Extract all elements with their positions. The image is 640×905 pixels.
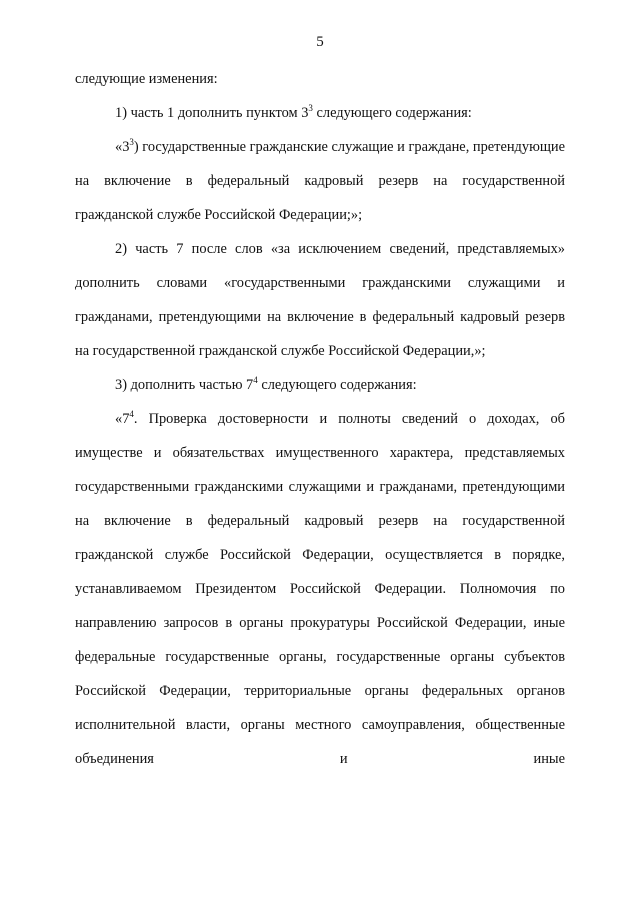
paragraph-text: следующего содержания: [257,377,417,393]
paragraph-amendment-1 [75,96,565,130]
document-body [75,62,565,776]
superscript: 4 [129,409,134,419]
paragraph-text: . Проверка достоверности и полноты сведений о доходах, об имуществе и обязательствах имущественного характера, представляемых государственными гражданскими служащими и гражданами, претендующими на включение в федеральный кадровый резерв на государственной гражданской службе Российской Федерации, осуществляется в порядке, устанавливаемом Президентом Российской Федерации. Полномочия по направлению запросов в органы прокуратуры Российской Федерации, иные федеральные государственные органы, государственные органы субъектов Российской Федерации, территориальные органы федеральных органов исполнительной власти, органы местного самоуправления, общественные объединения и иные [75,411,565,767]
paragraph-text: 3) дополнить частью 7 [115,377,254,393]
paragraph-text: «3 [115,139,130,155]
superscript: 4 [253,375,258,385]
superscript: 3 [129,137,134,147]
superscript: 3 [308,103,313,113]
page-number: 5 [316,34,324,50]
paragraph-amendment-3 [75,368,565,402]
paragraph-item-3-3 [75,130,565,232]
paragraph-amendment-2: 2) часть 7 после слов «за исключением сведений, представляемых» дополнить словами «государственными гражданскими служащими и гражданами, претендующими на включение в федеральный кадровый резерв на государственной гражданской службе Российской Федерации,»; [75,241,565,359]
paragraph-text: ) государственные гражданские служащие и граждане, претендующие на включение в федеральный кадровый резерв на государственной гражданской службе Российской Федерации;»; [75,139,565,223]
paragraph-text: 1) часть 1 дополнить пунктом 3 [115,105,309,121]
paragraph-part-7-4 [75,402,565,776]
paragraph-intro: следующие изменения: [75,71,218,87]
paragraph-text: «7 [115,411,130,427]
paragraph-text: следующего содержания: [312,105,472,121]
